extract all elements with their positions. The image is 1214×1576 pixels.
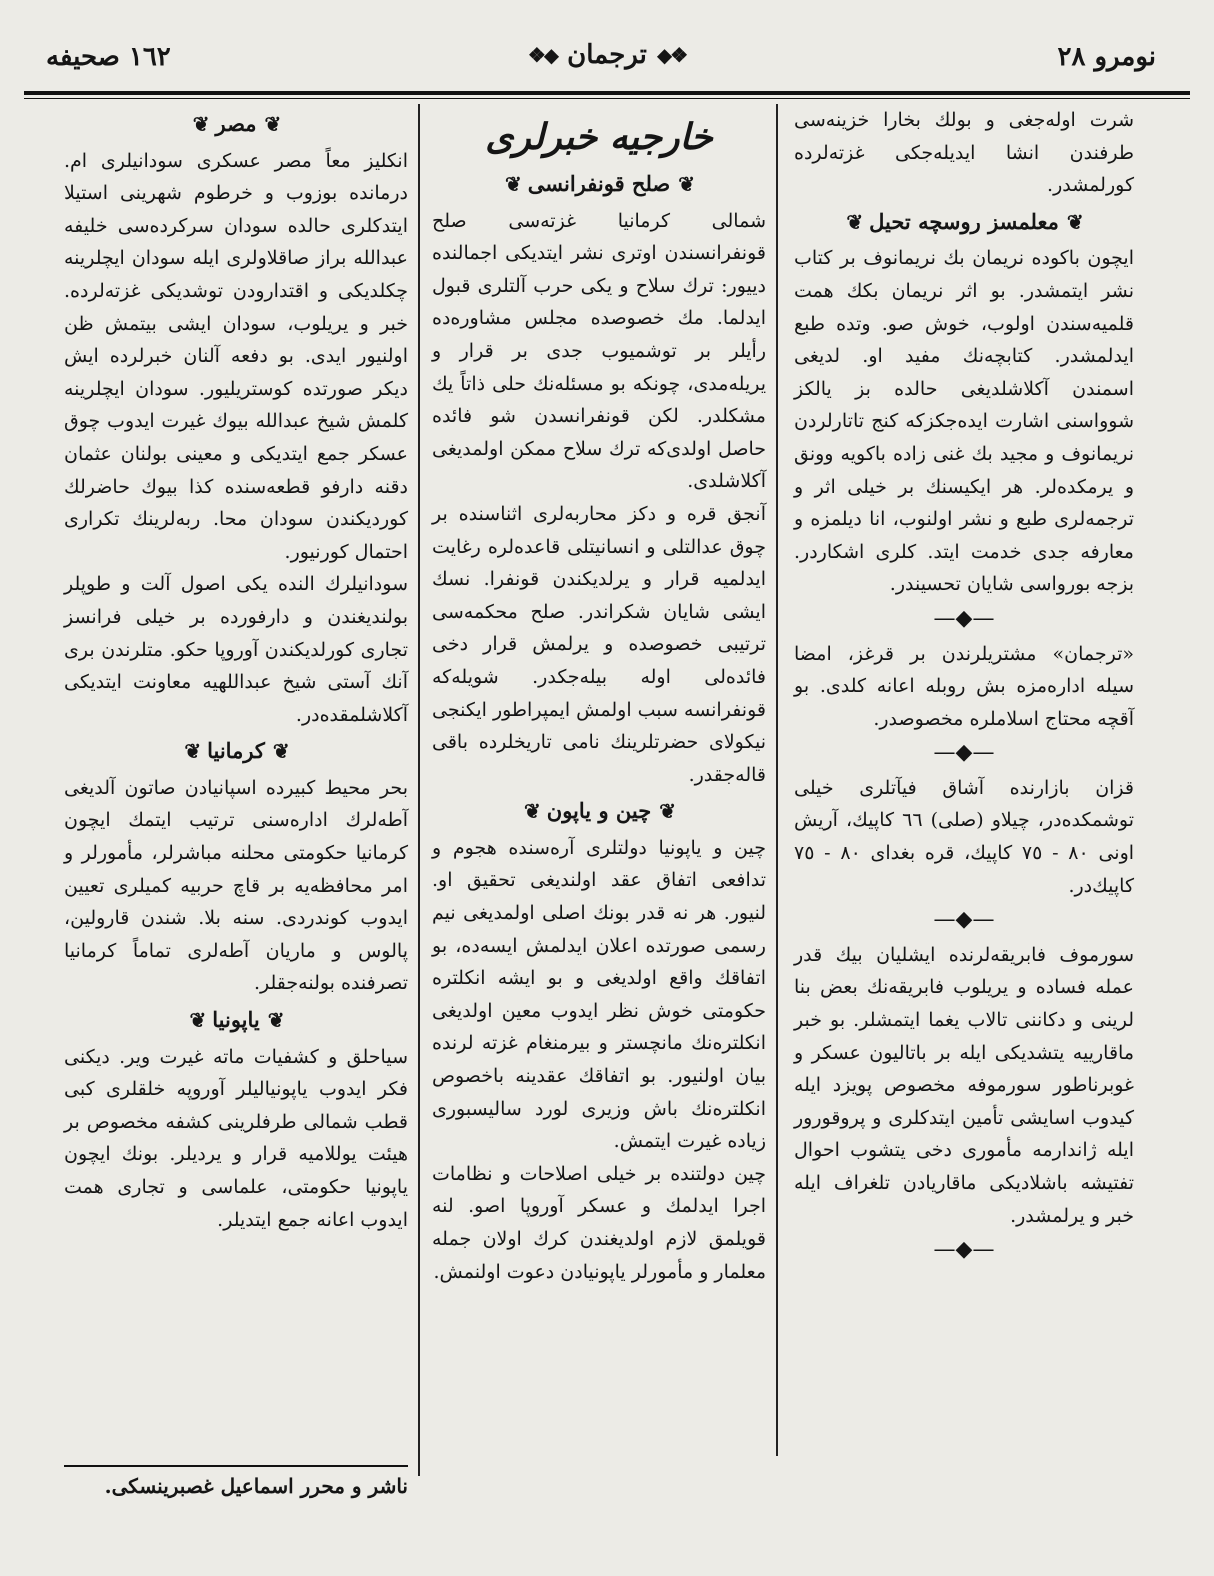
article-text: سودانیلرك النده یکی اصول آلت و طوپلر بولندیغندن و دارفورده بر خیلی فرانسز تجاری کورلدیکندن آوروپا حکو. متلرندن بری آنك آستی شیخ عبداللهیه معاونت ایتدیکی آکلاشلمقده‌در.	[64, 573, 408, 726]
article-text: چین و یاپونیا دولتلری آره‌سنده هجوم و تدافعی اتفاق عقد اولندیغی تحقیق او. لنیور. هر نه قدر بونك اصلی اولمدیغی نیم رسمی صورتده اعلان ایدلمش ایسه‌ده، بو اتفاقك واقع اولدیغی و بو ایشه انکلتره حکومتی خوش نظر ایدوب معین اولدیغی انکلتره‌نك مانچستر و بیرمنغام غزته لرنده بیان اولنیور. بو اتفاقك عقدینه باخصوص انکلتره‌نك باش وزیری لورد سالیسبوری زیاده غیرت ایتمش.	[432, 836, 766, 1153]
article-text: سورموف فابریقه‌لرنده ایشلیان بیك قدر عمله فساده و یریلوب فابریقه‌نك بعض بنا لرینی و دکاننی تالاب یغما ایتمشلر. بو خبر ماقارییه یتشدیکی ایله بر باتالیون عسکر و غوبرناطور سورموفه مخصوص پویزد ایله کیدوب اسایشی تأمین ایتدکلری و پروقورور ایله ژاندارمه مأموری دخی یتشوب احوال تفتیشه باشلادیکی ماقاریادن تلغراف ایله خبر و یرلمشدر.	[794, 943, 1134, 1227]
article-text: انکلیز معاً مصر عسکری سودانیلری ام. درمانده بوزوب و خرطوم شهرینی استیلا ایتدکلری حالده سودان سرکرده‌سی خلیفه عبدالله براز صاقلاولری ایله سودان ایچلرینه چکلدیکی و اقتدارودن توشدیکی غزته‌لرده. خبر و یریلوب، سودان ایشی بیتمش ظن اولنیور ایدی. بو دفعه آلنان خبرلرده ایش دیکر صورتده کوستریلیور. سودان ایچلرینه کلمش شیخ عبدالله بیوك غیرت ایدوب چوق عسکر جمع ایتدیکی و معینی بولنان عثمان دقنه دارفو قطعه‌سنده کذا بیوك حاضرلك کوردیکندن سودان محا. ربه‌لرینك تکراری احتمال کورنیور.	[64, 149, 408, 563]
ornament-icon: ◆❖	[527, 43, 558, 67]
footer-rule	[64, 1465, 408, 1467]
section-heading	[64, 1004, 408, 1037]
ornament-icon: ❦	[1066, 209, 1082, 234]
section-heading	[432, 168, 766, 201]
separator-icon: —◆—	[933, 907, 995, 933]
column-divider	[776, 104, 778, 1456]
masthead	[528, 40, 686, 70]
heading-text: معلمسز روسچه تحیل	[869, 208, 1059, 234]
ornament-icon: ❖◆	[656, 43, 687, 67]
ornament-icon: ❦	[192, 112, 208, 136]
heading-text: کرمانیا	[207, 738, 265, 764]
ornament-icon: ❦	[524, 799, 539, 824]
page-header	[24, 28, 1190, 90]
middle-column	[432, 104, 766, 1288]
section-heading	[794, 206, 1134, 239]
article-text: بحر محیط کبیرده اسپانیادن صاتون آلدیغی آطه‌لرك اداره‌سنی ترتیب ایتمك ایچون کرمانیا حکومتی محلنه مباشرلر، مأمورلر و امر محافظه‌یه بر قاچ حربیه کمیلری تعیین ایدوب کوندردی. سنه بلا. شندن قارولین، پالوس و ماریان آطه‌لری تماماً کرمانیا تصرفنده بولنه‌جقلر.	[64, 776, 408, 995]
article-text: چین دولتنده بر خیلی اصلاحات و نظامات اجرا ایدلمك و عسکر آوروپا اصو. لنه قویلمق لازم اولدیغندن کرك اولان جمله معلمار و مأمورلر یاپونیادن دعوت اولنمش.	[432, 1162, 766, 1283]
header-rule	[24, 91, 1190, 95]
article-text: «ترجمان» مشتریلرندن بر قرغز، امضا سیله اداره‌مزه بش روبله اعانه کلدی. بو آقچه محتاج اسلاملره مخصوصدر.	[794, 642, 1134, 730]
separator-icon: —◆—	[933, 1237, 995, 1263]
left-column	[64, 104, 408, 1236]
article-continuation: شرت اوله‌جغی و بولك بخارا خزینه‌سی طرفندن انشا ایدیله‌جکی غزته‌لرده کورلمشدر.	[794, 109, 1134, 197]
newspaper-title: ترجمان	[567, 40, 647, 70]
article-text: قزان بازارنده آشاق فیآتلری خیلی توشمکده‌در، چیلاو (صلی) ٦٦ کاپیك، آریش اونی ٨٠ - ٧٥ کاپیك، قره بغدای ٨٠ - ٧٥ کاپیك‌در.	[794, 776, 1135, 897]
ornament-icon: ❦	[264, 112, 280, 136]
separator-icon: —◆—	[933, 740, 995, 766]
ornament-icon: ❦	[846, 209, 862, 234]
article-text: سیاحلق و کشفیات ماته غیرت ویر. دیکنی فکر ایدوب یاپونیالیلر آوروپه خلقلری کبی قطب شمالی طرفلرینی کشفه مخصوص بر هیئت یوللامیه قرار و یردیلر. بونك ایچون یاپونیا حکومتی، علماسی و تجاری همت ایدوب اعانه جمع ایتدیلر.	[64, 1045, 408, 1231]
column-divider	[418, 104, 420, 1476]
section-heading	[64, 108, 408, 141]
separator-icon: —◆—	[933, 605, 995, 631]
ornament-icon: ❦	[189, 1008, 205, 1033]
ornament-icon: ❦	[678, 172, 694, 196]
ornament-icon: ❦	[659, 799, 674, 824]
right-column	[794, 104, 1134, 1269]
ornament-icon: ❦	[504, 172, 520, 196]
section-title: خارجیه خبرلری	[485, 116, 713, 158]
page-number: ١٦٢ صحيفه	[46, 42, 171, 72]
article-text: آنجق قره و دکز محاربه‌لری اثناسنده بر چوق عدالتلی و انسانیتلی قاعده‌لره رغایت ایدلمیه قرار و یرلدیکندن قونفرا. نسك ایشی شایان شکراندر. صلح محکمه‌سی ترتیبی خصوصده و یرلمش قرار دخی فائده‌لی اوله بیله‌جکدر. شویله‌که قونفرانسه سبب اولمش ایمپراطور ایکنجی نیکولای حضرتلرینك نامی تاریخلرده باقی قاله‌جقدر.	[432, 502, 766, 786]
heading-text: مصر	[215, 111, 257, 136]
heading-text: صلح قونفرانسی	[527, 171, 671, 196]
header-rule-thin	[24, 98, 1190, 99]
section-heading	[64, 735, 408, 768]
article-text: شمالی کرمانیا غزته‌سی صلح قونفرانسندن اوتری نشر ایتدیکی اجمالنده دییور: ترك سلاح و یکی حرب آلتلری قبول ایدلما. مك خصوصده مجلس مشاوره‌ده رأیلر بر توشمیوب جدی بر قرار و یریله‌مدی، چونکه بو مسئله‌نك حلی ذاتاً یك مشکلدر. لکن قونفرانسدن شو فائده حاصل اولدی‌که ترك سلاح ممکن اولمدیغی آکلاشلدی.	[432, 209, 766, 493]
heading-text: یاپونیا	[212, 1007, 260, 1033]
publisher-line: ناشر و محرر اسماعیل غصبرینسکی.	[104, 1474, 408, 1498]
ornament-icon: ❦	[272, 739, 288, 764]
issue-number: نومرو ٢٨	[1057, 42, 1156, 72]
article-text: ایچون باکوده نریمان بك نریمانوف بر کتاب نشر ایتمشدر. بو اثر نریمان بکك همت قلمیه‌سندن اولوب، خوش صو. وتده طبع ایدلمشدر. کتابچه‌نك مفید او. لدیغی اسمندن آکلاشلدیغی حالده بز یالکز شوواسنی اشارت ایده‌جکزکه کنج تاتارلردن نریمانوف و مجید بك غنی زاده باکویه وونق و یرمکده‌لر. هر ایکیسنك بر خیلی اثر و ترجمه‌لری طبع و نشر اولنوب، انا دیلمزه و معارفه جدی خدمت ایتد. کلری اشکاردر. بزجه بورواسی شایان تحسیندر.	[794, 247, 1134, 596]
heading-text: چین و یاپون	[546, 798, 652, 824]
section-heading	[432, 795, 766, 828]
ornament-icon: ❦	[267, 1008, 283, 1033]
ornament-icon: ❦	[184, 739, 200, 764]
